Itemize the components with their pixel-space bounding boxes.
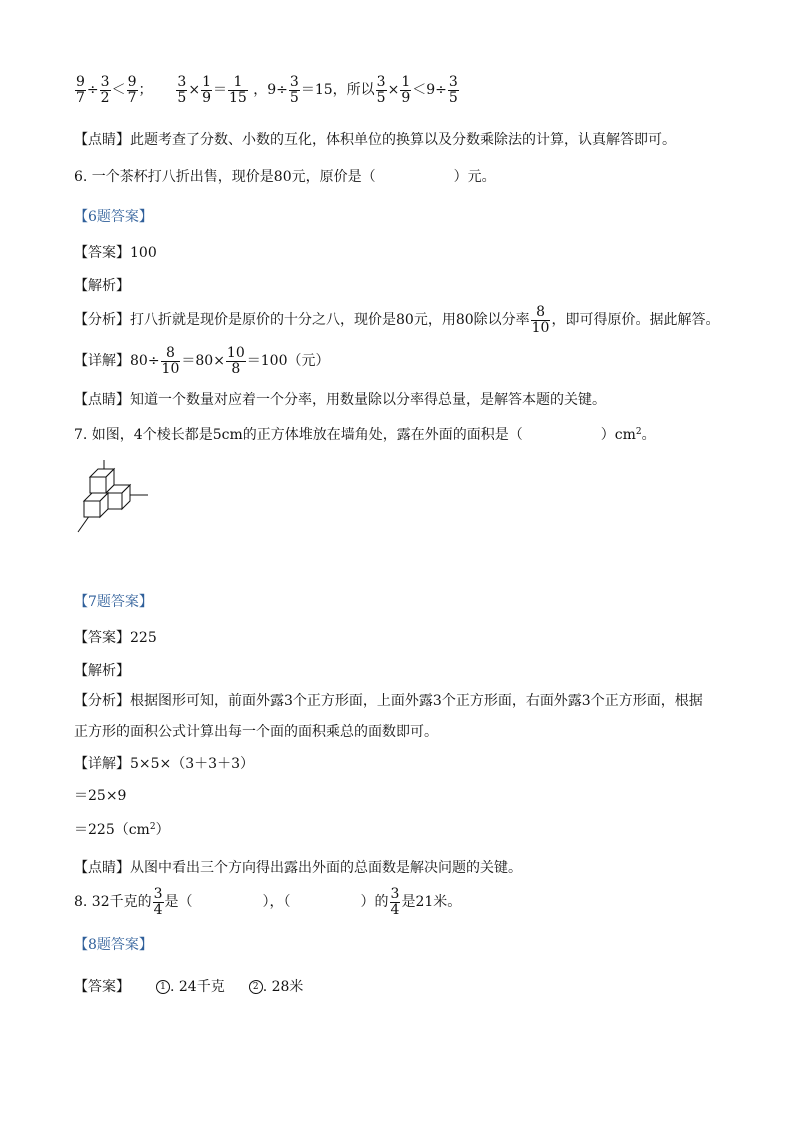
math-line-comparisons: $\frac{9}{7}$ ÷ $\frac{3}{2}$ ＜ $\frac{9}{7}$ ； $\frac{3}{5}$ × $\frac{1}{9}$ ＝ $\frac{1}{15}$ ，9÷ $\frac{3}{5}$ ＝15，所以 $\frac{3}{5}$ × $\frac{1}{9}$ ＜9÷ $\frac{3}{5}$: [76, 73, 458, 106]
q7-xiangjie-line-1: 【详解】5×5×（3＋3＋3）: [74, 756, 254, 772]
cube-stack-figure: [72, 455, 162, 535]
dianjing-q5: 【点睛】此题考查了分数、小数的互化，体积单位的换算以及分数乘除法的计算，认真解答即可。: [74, 132, 676, 148]
q6-fenxi: 【分析】打八折就是现价是原价的十分之八，现价是80元，用80除以分率 $\frac{8}{10}$ ，即可得原价。据此解答。: [74, 303, 720, 336]
q7-fenxi-line-1: 【分析】根据图形可知，前面外露3个正方形面，上面外露3个正方形面，右面外露3个正方形面，根据: [74, 693, 703, 709]
q7-fenxi-line-2: 正方形的面积公式计算出每一个面的面积乘总的面数即可。: [74, 724, 438, 740]
circled-number: 2: [249, 980, 263, 994]
fraction: $\frac{3}{5}$: [376, 73, 386, 106]
fraction: $\frac{9}{7}$: [76, 73, 85, 106]
fraction: $\frac{3}{2}$: [100, 73, 110, 106]
fraction: $\frac{3}{5}$: [448, 73, 458, 106]
fraction: $\frac{3}{4}$: [153, 885, 163, 918]
q8-answer: 【答案】 1 . 24千克 2 . 28米: [74, 979, 304, 995]
fraction: $\frac{8}{10}$: [161, 344, 180, 377]
q7-jiexi: 【解析】: [74, 663, 130, 679]
q7-answer: 【答案】225: [74, 630, 157, 646]
q6-answer: 【答案】100: [74, 245, 157, 261]
q6-jiexi: 【解析】: [74, 278, 130, 294]
q6-answer-header: 【6题答案】: [74, 209, 153, 225]
fraction: $\frac{10}{8}$: [226, 344, 245, 377]
question-6: 6. 一个茶杯打八折出售，现价是80元，原价是（ ）元。: [74, 169, 496, 185]
q7-answer-header: 【7题答案】: [74, 594, 153, 610]
q6-dianjing: 【点睛】知道一个数量对应着一个分率，用数量除以分率得总量，是解答本题的关键。: [74, 392, 606, 408]
fraction: $\frac{8}{10}$: [531, 303, 550, 336]
fraction: $\frac{1}{15}$: [228, 73, 247, 106]
fraction: $\frac{3}{4}$: [390, 885, 400, 918]
fraction: $\frac{1}{9}$: [401, 73, 411, 106]
circled-number: 1: [156, 980, 170, 994]
question-8: 8. 32千克的 $\frac{3}{4}$ 是（ ），（ ）的 $\frac{3}{4}$ 是21米。: [74, 885, 462, 918]
q7-xiangjie-line-3: $=225(cm^2)$: [74, 822, 170, 838]
q7-dianjing: 【点睛】从图中看出三个方向得出露出外面的总面数是解决问题的关键。: [74, 860, 522, 876]
fraction: $\frac{3}{5}$: [289, 73, 299, 106]
q7-xiangjie-line-2: ＝25×9: [74, 788, 127, 804]
fraction: $\frac{3}{5}$: [177, 73, 187, 106]
fraction: $\frac{9}{7}$: [127, 73, 137, 106]
fraction: $\frac{1}{9}$: [202, 73, 211, 106]
question-7: 7. 如图，4个棱长都是5cm的正方体堆放在墙角处，露在外面的面积是（ ）$cm^2$。: [74, 427, 656, 443]
q6-xiangjie: 【详解】80÷ $\frac{8}{10}$ ＝80× $\frac{10}{8}$ ＝100（元）: [74, 344, 330, 377]
q8-answer-header: 【8题答案】: [74, 937, 153, 953]
